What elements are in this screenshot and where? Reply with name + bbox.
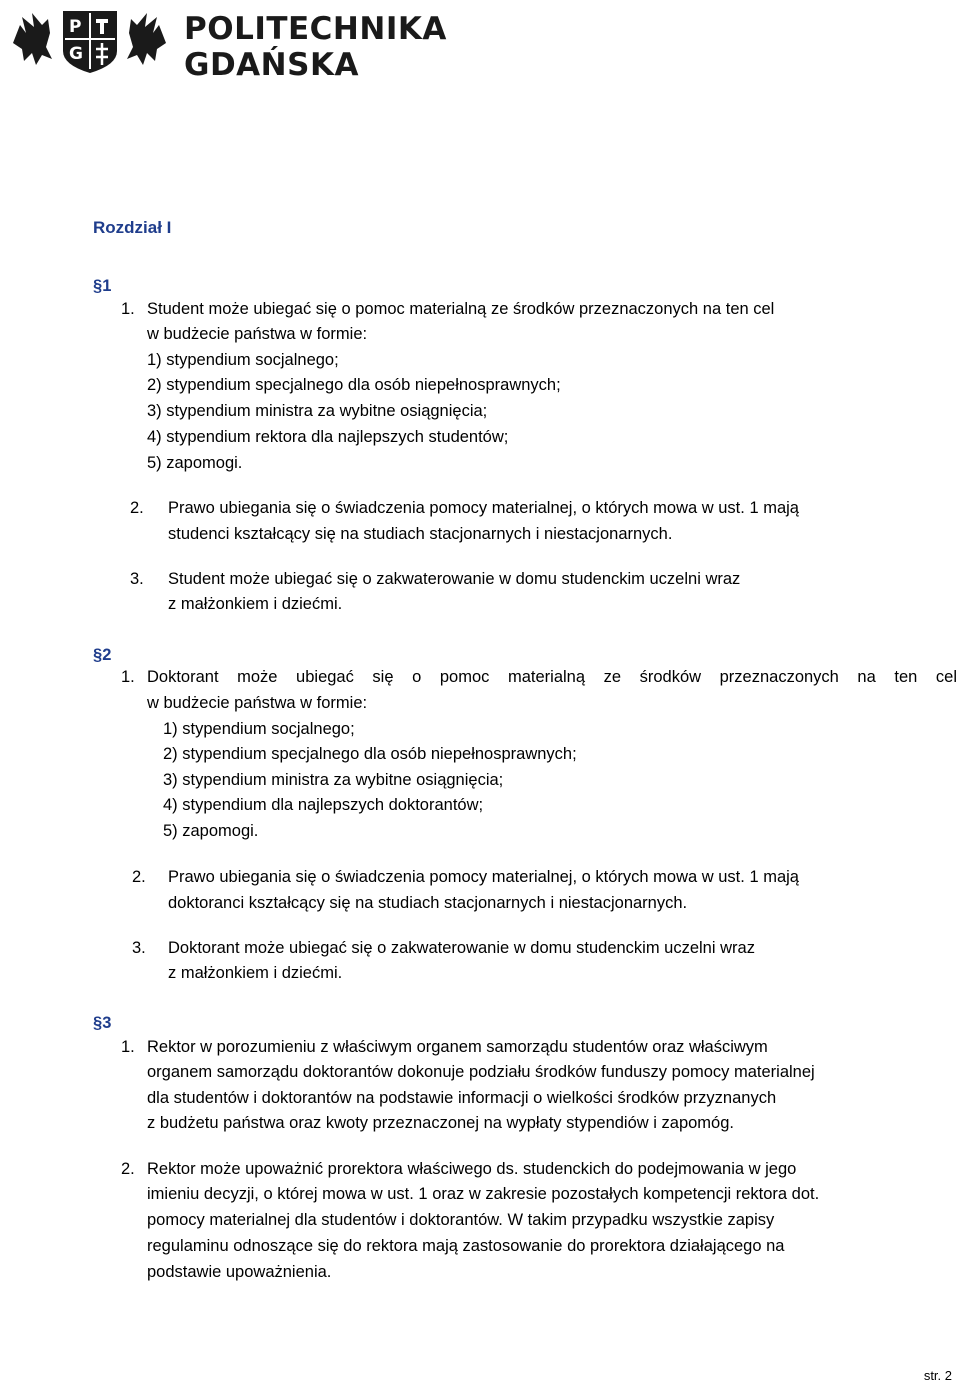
section-3-item-1-line-4: z budżetu państwa oraz kwoty przeznaczonej na wypłaty stypendiów i zapomóg. xyxy=(147,1114,734,1132)
section-3-symbol: §3 xyxy=(93,1014,112,1032)
section-2-item-3-line-2: z małżonkiem i dziećmi. xyxy=(168,964,343,982)
section-3-item-2-number: 2. xyxy=(121,1160,135,1178)
page-number: str. 2 xyxy=(923,1368,952,1383)
section-2-item-1-number: 1. xyxy=(121,668,135,686)
section-1-item-3-line-1: Student może ubiegać się o zakwaterowanie w domu studenckim uczelni wraz xyxy=(168,570,741,588)
university-emblem-icon xyxy=(8,3,178,75)
section-1-item-3-line-2: z małżonkiem i dziećmi. xyxy=(168,595,343,613)
section-2-item-1-line-3: 1) stypendium socjalnego; xyxy=(163,720,355,738)
section-1-item-1-line-6: 4) stypendium rektora dla najlepszych studentów; xyxy=(147,428,509,446)
section-2-item-2-number: 2. xyxy=(132,868,146,886)
section-2-item-3-line-1: Doktorant może ubiegać się o zakwaterowanie w domu studenckim uczelni wraz xyxy=(168,939,755,957)
section-3-item-1-line-1: Rektor w porozumieniu z właściwym organem samorządu studentów oraz właściwym xyxy=(147,1038,768,1056)
section-1-symbol: §1 xyxy=(93,277,112,295)
section-2-item-1-line-5: 3) stypendium ministra za wybitne osiągnięcia; xyxy=(163,771,504,789)
section-1-item-2-number: 2. xyxy=(130,499,144,517)
section-1-item-1-number: 1. xyxy=(121,300,135,318)
section-1-item-1-line-5: 3) stypendium ministra za wybitne osiągnięcia; xyxy=(147,402,488,420)
section-3-item-1-number: 1. xyxy=(121,1038,135,1056)
section-1-item-3-number: 3. xyxy=(130,570,144,588)
section-1-item-1-line-3: 1) stypendium socjalnego; xyxy=(147,351,339,369)
section-2-item-2-line-1: Prawo ubiegania się o świadczenia pomocy materialnej, o których mowa w ust. 1 mają xyxy=(168,868,799,886)
section-3-item-2-line-5: podstawie upoważnienia. xyxy=(147,1263,332,1281)
section-1-item-1-line-2: w budżecie państwa w formie: xyxy=(147,325,368,343)
section-3-item-1-line-3: dla studentów i doktorantów na podstawie informacji o wielkości środków przyznanych xyxy=(147,1089,777,1107)
logo-wordmark xyxy=(184,11,447,83)
chapter-heading: Rozdział I xyxy=(93,218,172,237)
section-2-item-1-line-1: Doktorant może ubiegać się o pomoc materialną ze środków przeznaczonych na ten cel xyxy=(147,668,957,686)
section-2-item-3-number: 3. xyxy=(132,939,146,957)
emblem-letter-g: G xyxy=(69,44,83,64)
section-3-item-2-line-2: imieniu decyzji, o której mowa w ust. 1 oraz w zakresie pozostałych kompetencji rektora dot. xyxy=(147,1185,820,1203)
section-1-item-1-line-7: 5) zapomogi. xyxy=(147,454,243,472)
logo-line2: GDAŃSKA xyxy=(184,47,359,83)
section-2-item-1-line-7: 5) zapomogi. xyxy=(163,822,259,840)
university-logo xyxy=(8,3,447,83)
section-1-item-1-line-4: 2) stypendium specjalnego dla osób niepełnosprawnych; xyxy=(147,376,561,394)
section-2-item-2-line-2: doktoranci kształcący się na studiach stacjonarnych i niestacjonarnych. xyxy=(168,894,688,912)
section-2-symbol: §2 xyxy=(93,646,112,664)
section-1-item-2-line-1: Prawo ubiegania się o świadczenia pomocy materialnej, o których mowa w ust. 1 mają xyxy=(168,499,799,517)
section-2-item-1-line-2: w budżecie państwa w formie: xyxy=(147,694,368,712)
section-2-item-1-line-6: 4) stypendium dla najlepszych doktorantów; xyxy=(163,796,484,814)
section-2-item-1-line-4: 2) stypendium specjalnego dla osób niepełnosprawnych; xyxy=(163,745,577,763)
section-3-item-2-line-3: pomocy materialnej dla studentów i doktorantów. W takim przypadku wszystkie zapisy xyxy=(147,1211,775,1229)
logo-line1: POLITECHNIKA xyxy=(184,11,447,47)
emblem-letter-p: P xyxy=(69,17,82,37)
section-3-item-2-line-1: Rektor może upoważnić prorektora właściwego ds. studenckich do podejmowania w jego xyxy=(147,1160,797,1178)
section-1-item-2-line-2: studenci kształcący się na studiach stacjonarnych i niestacjonarnych. xyxy=(168,525,673,543)
section-3-item-2-line-4: regulaminu odnoszące się do rektora mają zastosowanie do prorektora działającego na xyxy=(147,1237,785,1255)
section-1-item-1-line-1: Student może ubiegać się o pomoc materialną ze środków przeznaczonych na ten cel xyxy=(147,300,775,318)
section-3-item-1-line-2: organem samorządu doktorantów dokonuje podziału środków funduszy pomocy materialnej xyxy=(147,1063,815,1081)
